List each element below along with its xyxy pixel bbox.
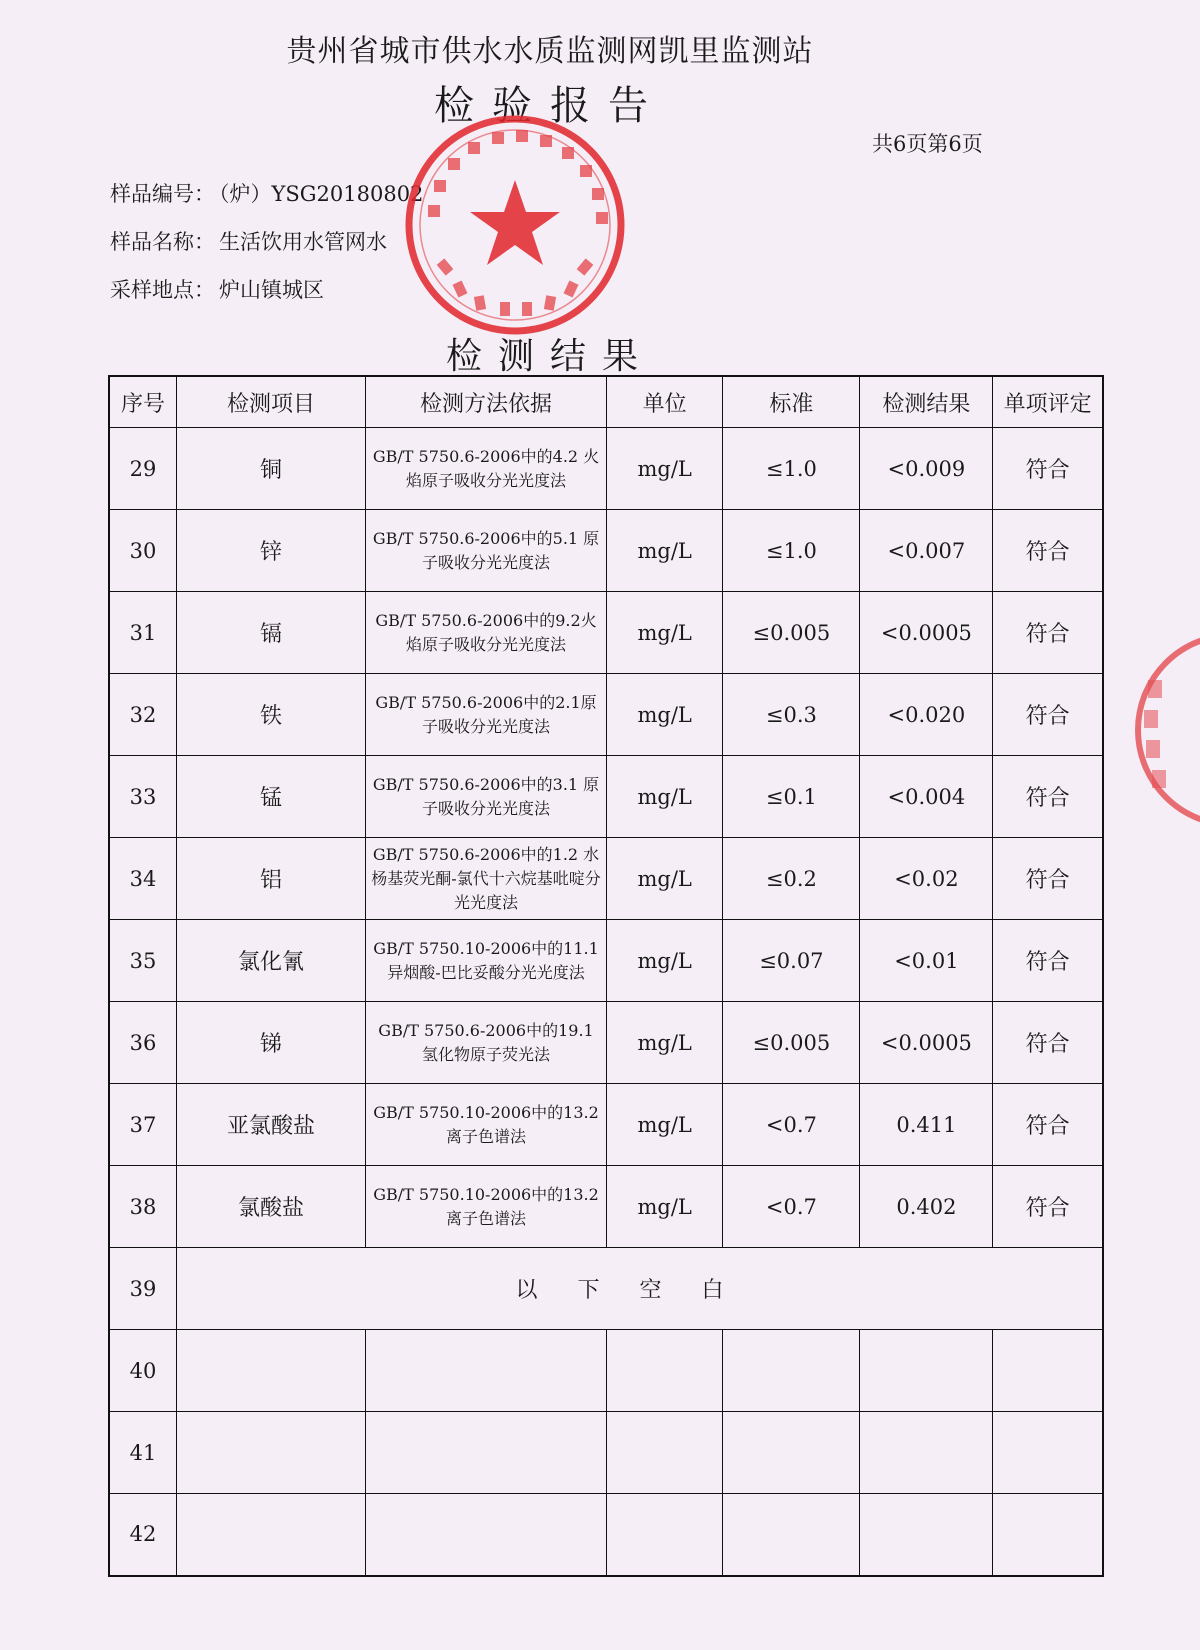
table-row: [109, 1084, 1103, 1166]
cell-standard: ≤1.0: [723, 510, 860, 592]
cell-result: <0.01: [860, 920, 993, 1002]
table-row: [109, 756, 1103, 838]
cell-evaluation: 符合: [993, 920, 1103, 1002]
sample-number-value: （炉）YSG20180802: [219, 182, 424, 206]
cell-evaluation: 符合: [993, 428, 1103, 510]
cell-seq: 40: [109, 1330, 177, 1412]
empty-cell: [860, 1494, 993, 1576]
cell-item: 锌: [177, 510, 366, 592]
cell-method: GB/T 5750.10-2006中的13.2 离子色谱法: [366, 1084, 607, 1166]
empty-cell: [723, 1330, 860, 1412]
cell-evaluation: 符合: [993, 838, 1103, 920]
sampling-location-label: 采样地点：: [110, 278, 215, 302]
empty-cell: [993, 1412, 1103, 1494]
partial-seal-icon: [1128, 625, 1200, 835]
empty-row: [109, 1412, 1103, 1494]
cell-result: <0.007: [860, 510, 993, 592]
empty-cell: [607, 1494, 723, 1576]
cell-evaluation: 符合: [993, 510, 1103, 592]
header-item: 检测项目: [177, 376, 366, 428]
cell-method: GB/T 5750.6-2006中的9.2火焰原子吸收分光光度法: [366, 592, 607, 674]
cell-unit: mg/L: [607, 838, 723, 920]
cell-seq: 36: [109, 1002, 177, 1084]
cell-standard: ≤0.005: [723, 1002, 860, 1084]
cell-method: GB/T 5750.10-2006中的13.2 离子色谱法: [366, 1166, 607, 1248]
cell-item: 铁: [177, 674, 366, 756]
sample-name-value: 生活饮用水管网水: [219, 230, 387, 254]
empty-cell: [607, 1412, 723, 1494]
cell-seq: 42: [109, 1494, 177, 1576]
cell-seq: 31: [109, 592, 177, 674]
report-title: 检验报告: [434, 83, 666, 129]
cell-result: <0.009: [860, 428, 993, 510]
table-row: [109, 674, 1103, 756]
cell-evaluation: 符合: [993, 674, 1103, 756]
cell-standard: <0.7: [723, 1166, 860, 1248]
cell-standard: ≤1.0: [723, 428, 860, 510]
empty-cell: [366, 1494, 607, 1576]
cell-method: GB/T 5750.6-2006中的5.1 原子吸收分光光度法: [366, 510, 607, 592]
cell-method: GB/T 5750.6-2006中的1.2 水杨基荧光酮-氯代十六烷基吡啶分光光度法: [366, 838, 607, 920]
cell-unit: mg/L: [607, 592, 723, 674]
cell-unit: mg/L: [607, 1084, 723, 1166]
organization-name: 贵州省城市供水水质监测网凯里监测站: [286, 34, 814, 69]
official-seal-icon: [400, 110, 630, 340]
sampling-location-line: [110, 274, 324, 304]
cell-evaluation: 符合: [993, 756, 1103, 838]
table-row: [109, 920, 1103, 1002]
cell-unit: mg/L: [607, 1166, 723, 1248]
cell-standard: ≤0.2: [723, 838, 860, 920]
empty-cell: [723, 1494, 860, 1576]
table-row: [109, 592, 1103, 674]
cell-item: 锑: [177, 1002, 366, 1084]
cell-item: 锰: [177, 756, 366, 838]
page-number: 共6页第6页: [872, 132, 983, 156]
table-row: [109, 1166, 1103, 1248]
empty-cell: [993, 1330, 1103, 1412]
cell-method: GB/T 5750.6-2006中的19.1 氢化物原子荧光法: [366, 1002, 607, 1084]
empty-cell: [366, 1330, 607, 1412]
cell-result: <0.004: [860, 756, 993, 838]
cell-standard: ≤0.07: [723, 920, 860, 1002]
table-row: [109, 838, 1103, 920]
sample-name-label: 样品名称：: [110, 230, 215, 254]
table-row: [109, 428, 1103, 510]
cell-item: 铜: [177, 428, 366, 510]
cell-result: 0.411: [860, 1084, 993, 1166]
sample-name-line: [110, 226, 387, 256]
cell-item: 亚氯酸盐: [177, 1084, 366, 1166]
cell-seq: 33: [109, 756, 177, 838]
header-seq: 序号: [109, 376, 177, 428]
cell-seq: 34: [109, 838, 177, 920]
cell-result: 0.402: [860, 1166, 993, 1248]
cell-unit: mg/L: [607, 428, 723, 510]
table-row: [109, 1002, 1103, 1084]
cell-result: <0.0005: [860, 1002, 993, 1084]
cell-standard: <0.7: [723, 1084, 860, 1166]
results-table: [108, 375, 1104, 1577]
results-section-title: 检测结果: [445, 336, 654, 377]
sampling-location-value: 炉山镇城区: [219, 278, 324, 302]
cell-seq: 35: [109, 920, 177, 1002]
cell-unit: mg/L: [607, 510, 723, 592]
header-unit: 单位: [607, 376, 723, 428]
header-result: 检测结果: [860, 376, 993, 428]
empty-cell: [993, 1494, 1103, 1576]
empty-cell: [723, 1412, 860, 1494]
empty-cell: [177, 1330, 366, 1412]
empty-cell: [366, 1412, 607, 1494]
cell-seq: 37: [109, 1084, 177, 1166]
empty-row: [109, 1494, 1103, 1576]
empty-cell: [607, 1330, 723, 1412]
cell-standard: ≤0.005: [723, 592, 860, 674]
cell-unit: mg/L: [607, 1002, 723, 1084]
cell-standard: ≤0.1: [723, 756, 860, 838]
cell-seq: 39: [109, 1248, 177, 1330]
cell-evaluation: 符合: [993, 1166, 1103, 1248]
cell-seq: 32: [109, 674, 177, 756]
header-method: 检测方法依据: [366, 376, 607, 428]
blank-notice: 以下空白: [177, 1248, 1104, 1330]
header-standard: 标准: [723, 376, 860, 428]
cell-seq: 41: [109, 1412, 177, 1494]
empty-cell: [177, 1412, 366, 1494]
empty-cell: [860, 1412, 993, 1494]
table-row: [109, 510, 1103, 592]
cell-unit: mg/L: [607, 674, 723, 756]
cell-result: <0.02: [860, 838, 993, 920]
cell-item: 氯酸盐: [177, 1166, 366, 1248]
cell-result: <0.0005: [860, 592, 993, 674]
sample-number-label: 样品编号：: [110, 182, 215, 206]
blank-row: [109, 1248, 1103, 1330]
cell-method: GB/T 5750.6-2006中的3.1 原子吸收分光光度法: [366, 756, 607, 838]
cell-result: <0.020: [860, 674, 993, 756]
sample-number-line: [110, 178, 423, 208]
table-header-row: [109, 376, 1103, 428]
cell-method: GB/T 5750.6-2006中的2.1原子吸收分光光度法: [366, 674, 607, 756]
cell-seq: 29: [109, 428, 177, 510]
cell-item: 氯化氰: [177, 920, 366, 1002]
cell-item: 铝: [177, 838, 366, 920]
cell-item: 镉: [177, 592, 366, 674]
empty-cell: [860, 1330, 993, 1412]
empty-row: [109, 1330, 1103, 1412]
header-evaluation: 单项评定: [993, 376, 1103, 428]
empty-cell: [177, 1494, 366, 1576]
cell-seq: 38: [109, 1166, 177, 1248]
cell-method: GB/T 5750.10-2006中的11.1 异烟酸-巴比妥酸分光光度法: [366, 920, 607, 1002]
cell-standard: ≤0.3: [723, 674, 860, 756]
cell-seq: 30: [109, 510, 177, 592]
cell-unit: mg/L: [607, 756, 723, 838]
cell-evaluation: 符合: [993, 1002, 1103, 1084]
cell-unit: mg/L: [607, 920, 723, 1002]
cell-evaluation: 符合: [993, 592, 1103, 674]
cell-method: GB/T 5750.6-2006中的4.2 火焰原子吸收分光光度法: [366, 428, 607, 510]
cell-evaluation: 符合: [993, 1084, 1103, 1166]
